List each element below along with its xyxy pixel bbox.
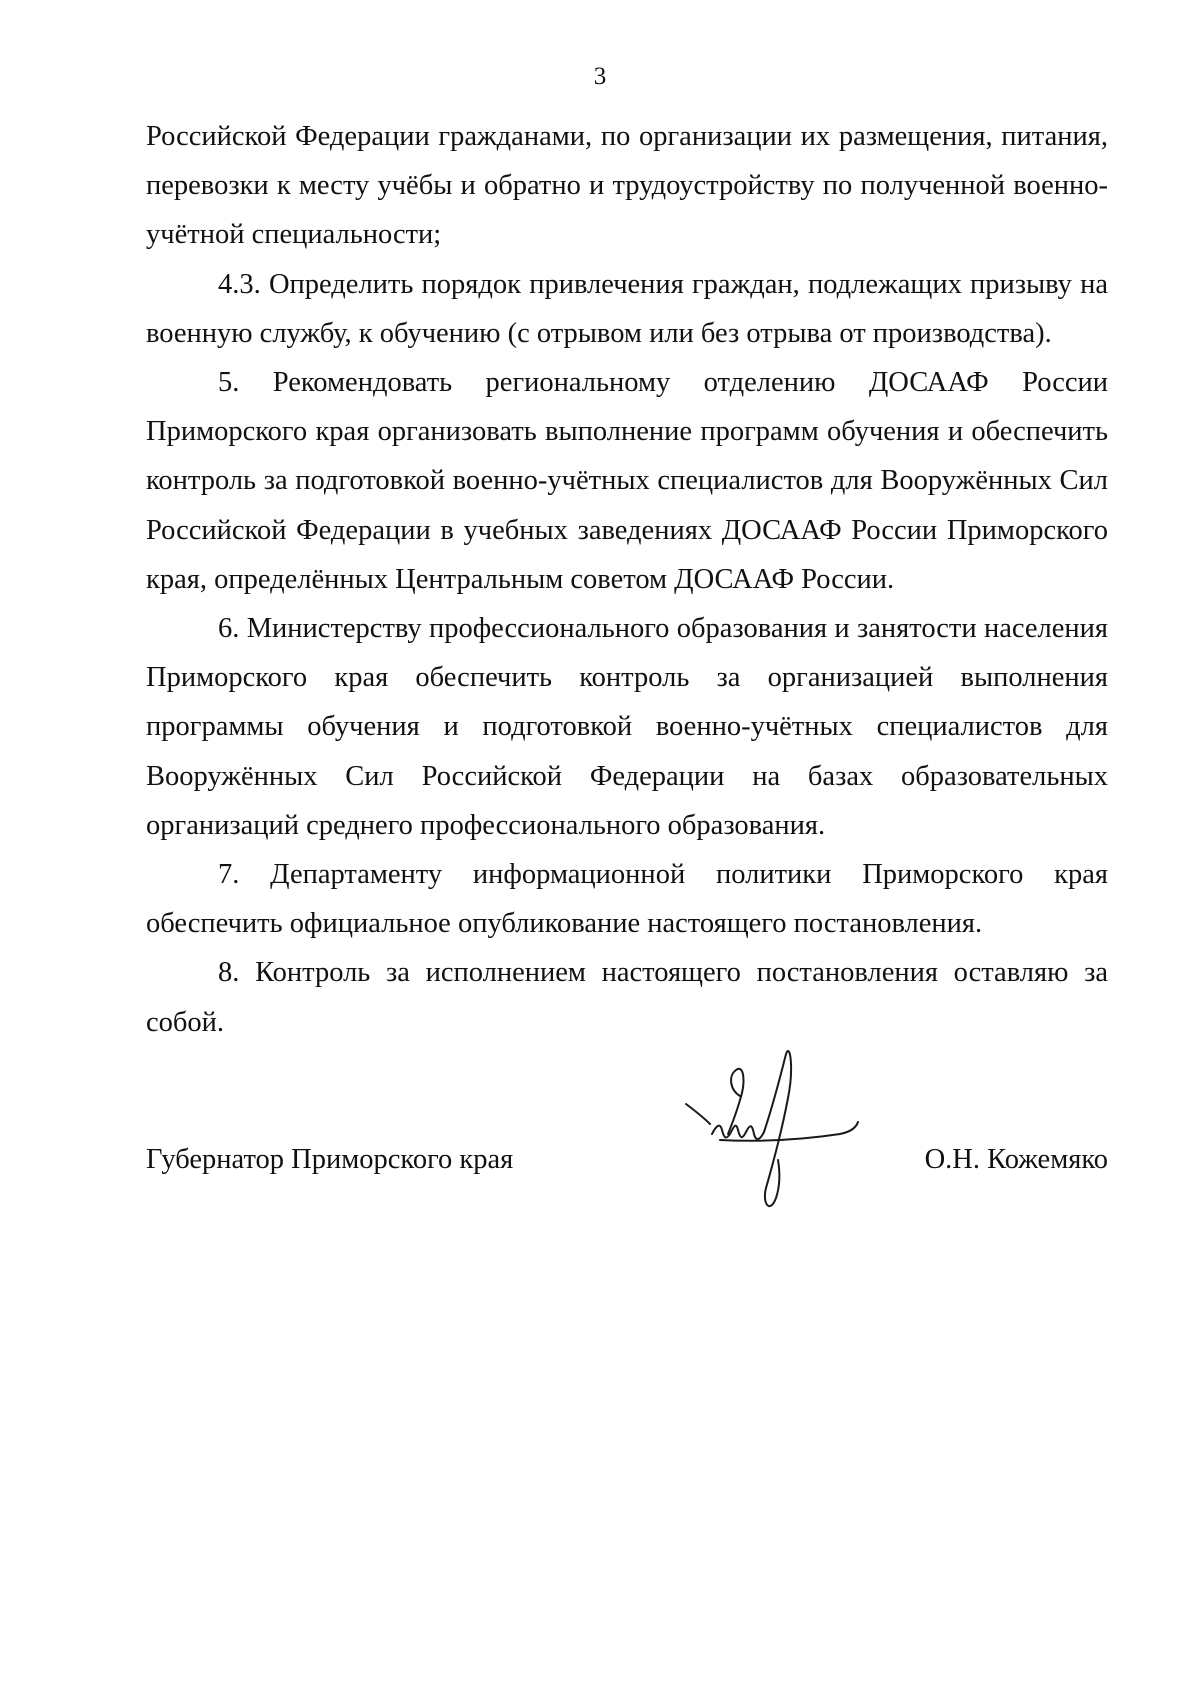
paragraph-7: 7. Департаменту информационной политики Приморского края обеспечить официальное опубликование настоящего постановления.	[146, 859, 1108, 940]
paragraph-continuation: Российской Федерации гражданами, по организации их размещения, питания, перевозки к месту учёбы и обратно и трудоустройству по полученной военно-учётной специальности;	[146, 121, 1108, 251]
signature-row	[146, 1140, 1108, 1180]
handwritten-signature	[680, 1048, 870, 1228]
signatory-title: Губернатор Приморского края	[146, 1144, 514, 1175]
paragraph-8: 8. Контроль за исполнением настоящего постановления оставляю за собой.	[146, 957, 1108, 1038]
paragraph-6: 6. Министерству профессионального образования и занятости населения Приморского края обеспечить контроль за организацией выполнения программы обучения и подготовкой военно-учётных специалистов для Вооружённых Сил Российской Федерации на базах образовательных организаций среднего профессионального образования.	[146, 613, 1108, 841]
document-body	[146, 112, 1108, 1047]
page-number: 3	[593, 63, 607, 90]
signatory-name: О.Н. Кожемяко	[924, 1144, 1108, 1175]
paragraph-4-3: 4.3. Определить порядок привлечения граждан, подлежащих призыву на военную службу, к обучению (с отрывом или без отрыва от производства).	[146, 268, 1108, 349]
paragraph-5: 5. Рекомендовать региональному отделению ДОСААФ России Приморского края организовать выполнение программ обучения и обеспечить контроль за подготовкой военно-учётных специалистов для Вооружённых Сил Российской Федерации в учебных заведениях ДОСААФ России Приморского края, определённых Центральным советом ДОСААФ России.	[146, 367, 1108, 595]
